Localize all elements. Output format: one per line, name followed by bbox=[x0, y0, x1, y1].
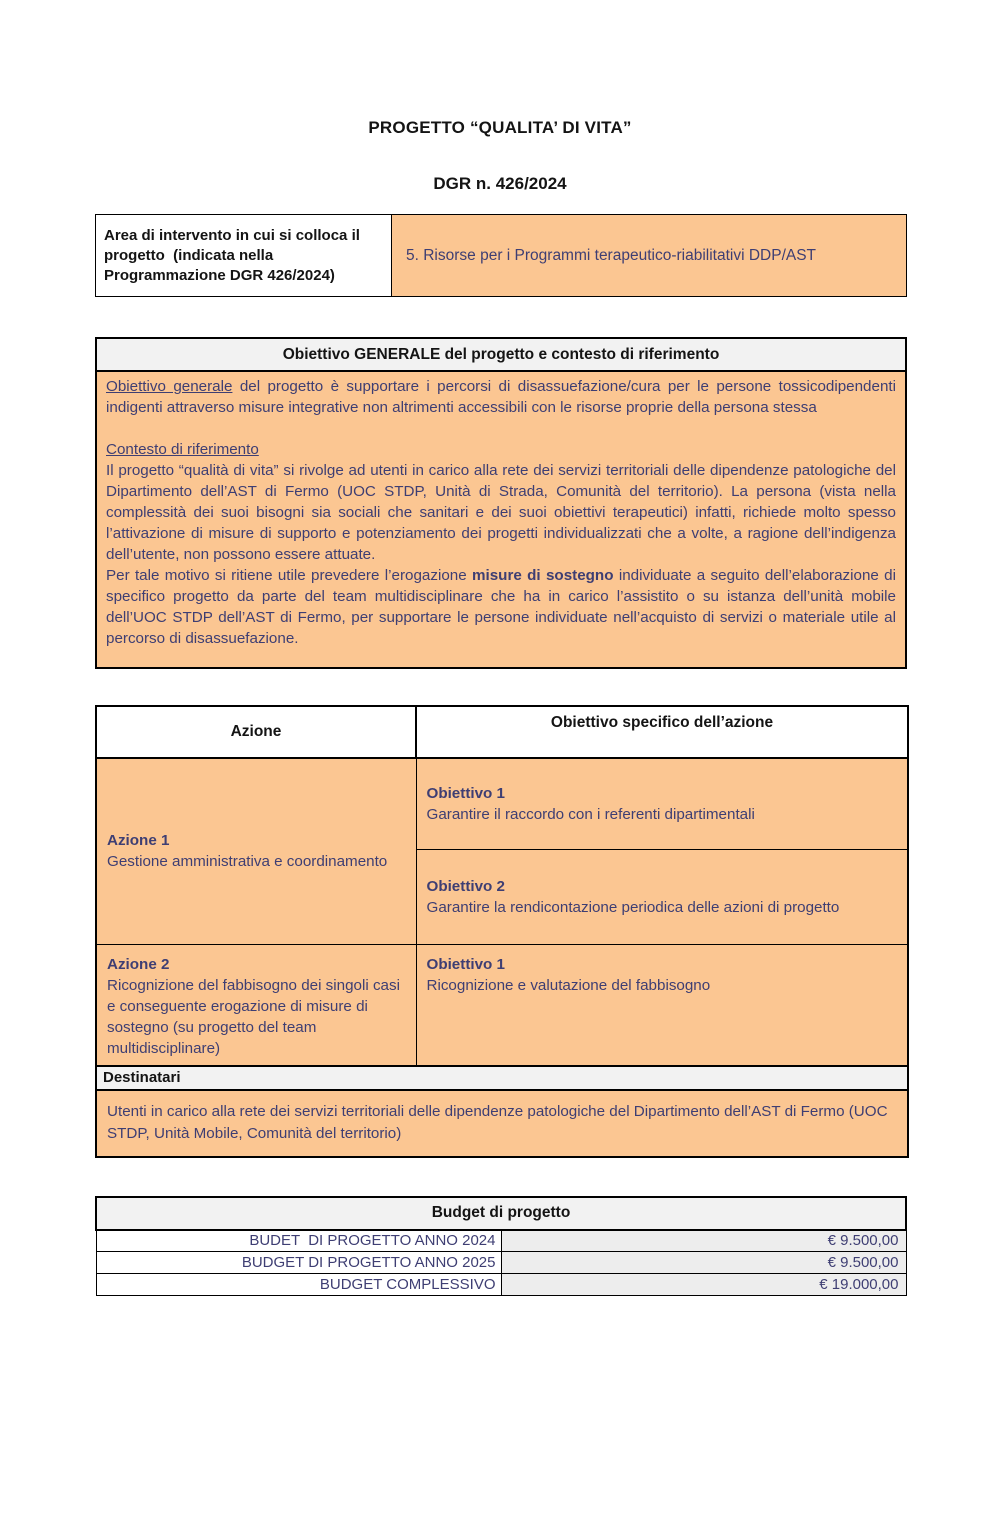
recipients-header-row bbox=[96, 1066, 908, 1090]
action1-objective1-desc: Garantire il raccordo con i referenti dipartimentali bbox=[426, 805, 755, 823]
action1-desc: Gestione amministrativa e coordinamento bbox=[107, 853, 388, 871]
page-title: PROGETTO “QUALITA’ DI VITA” bbox=[368, 118, 632, 137]
actions-header-row bbox=[96, 706, 908, 758]
spacer-line bbox=[106, 418, 896, 439]
context-paragraph-2 bbox=[106, 565, 896, 649]
recipients-text: Utenti in carico alla rete dei servizi territoriali delle dipendenze patologiche del Dipartimento dell’AST di Fermo (UOC STDP, Unità Mobile, Comunità del territorio) bbox=[96, 1090, 908, 1157]
actions-col1-header: Azione bbox=[96, 706, 416, 758]
action1-objective1-cell bbox=[416, 758, 908, 849]
context-p2-bold: misure di sostegno bbox=[472, 567, 614, 584]
budget-row-2024 bbox=[96, 1230, 906, 1252]
general-objective-body-row bbox=[96, 371, 906, 668]
general-objective-header: Obiettivo GENERALE del progetto e contesto di riferimento bbox=[96, 338, 906, 371]
action1-objective2-desc: Garantire la rendicontazione periodica delle azioni di progetto bbox=[426, 898, 840, 916]
budget-2024-value: € 9.500,00 bbox=[501, 1230, 906, 1252]
document-page bbox=[0, 118, 1000, 1532]
context-paragraph-1: Il progetto “qualità di vita” si rivolge ad utenti in carico alla rete dei servizi territoriali delle dipendenze patologiche del Dipartimento dell’AST di Fermo (UOC STDP, Unità di Strada, Comunità del territorio). La persona (vista nella complessità dei suoi bisogni sia sociali che sanitari e dei suoi obiettivi terapeutici) infatti, richiede molto spesso l’attivazione di misure di supporto e potenziamento dei progetti individualizzati che a volte, a ragione dell’indigenza dell’utente, non possono essere attuate. bbox=[106, 462, 896, 563]
actions-table bbox=[95, 705, 909, 1158]
actions-col2-header: Obiettivo specifico dell’azione bbox=[416, 706, 908, 758]
document-content bbox=[95, 214, 907, 1296]
action1-objective1-title: Obiettivo 1 bbox=[426, 784, 505, 802]
general-objective-body bbox=[96, 371, 906, 668]
action1-objective1-row bbox=[96, 758, 908, 849]
recipients-header: Destinatari bbox=[96, 1066, 908, 1090]
page-subtitle: DGR n. 426/2024 bbox=[433, 174, 567, 193]
budget-header: Budget di progetto bbox=[96, 1197, 906, 1230]
action2-objective1-desc: Ricognizione e valutazione del fabbisogno bbox=[426, 976, 711, 994]
budget-2025-label: BUDGET DI PROGETTO ANNO 2025 bbox=[96, 1252, 501, 1274]
budget-total-value: € 19.000,00 bbox=[501, 1274, 906, 1296]
recipients-body-row bbox=[96, 1090, 908, 1157]
action1-objective2-cell bbox=[416, 849, 908, 944]
objective-label: Obiettivo generale bbox=[106, 378, 233, 395]
area-table-row bbox=[96, 215, 907, 297]
objective-paragraph bbox=[106, 376, 896, 418]
budget-header-row bbox=[96, 1197, 906, 1230]
budget-row-2025 bbox=[96, 1252, 906, 1274]
context-heading: Contesto di riferimento bbox=[106, 441, 259, 458]
area-value-cell: 5. Risorse per i Programmi terapeutico-riabilitativi DDP/AST bbox=[392, 215, 907, 297]
action1-objective2-title: Obiettivo 2 bbox=[426, 877, 505, 895]
budget-row-total bbox=[96, 1274, 906, 1296]
action1-title: Azione 1 bbox=[107, 832, 170, 850]
action2-title: Azione 2 bbox=[107, 955, 170, 973]
budget-2024-label: BUDET DI PROGETTO ANNO 2024 bbox=[96, 1230, 501, 1252]
action2-objective1-cell bbox=[416, 944, 908, 1066]
action2-row bbox=[96, 944, 908, 1066]
area-label-cell: Area di intervento in cui si colloca il progetto (indicata nella Programmazione DGR 426/2024) bbox=[96, 215, 392, 297]
general-objective-header-row bbox=[96, 338, 906, 371]
action2-desc: Ricognizione del fabbisogno dei singoli casi e conseguente erogazione di misure di sostegno (su progetto del team multidisciplinare) bbox=[107, 976, 400, 1057]
budget-2025-value: € 9.500,00 bbox=[501, 1252, 906, 1274]
action2-cell bbox=[96, 944, 416, 1066]
context-heading-line bbox=[106, 439, 896, 460]
context-p2-post: individuate a seguito dell’elaborazione di specifico progetto da parte del team multidisciplinare che ha in carico l’assistito o su istanza dell’unità mobile dell’UOC STDP dell’AST di Fermo, per supportare le persone individuate nell’acquisto di servizi o materiale utile al percorso di disassuefazione. bbox=[106, 567, 896, 647]
budget-total-label: BUDGET COMPLESSIVO bbox=[96, 1274, 501, 1296]
context-p2-pre: Per tale motivo si ritiene utile prevedere l’erogazione bbox=[106, 567, 472, 584]
area-table bbox=[95, 214, 907, 297]
action1-cell bbox=[96, 758, 416, 944]
objective-text: del progetto è supportare i percorsi di disassuefazione/cura per le persone tossicodipendenti indigenti attraverso misure integrative non altrimenti accessibili con le risorse proprie della persona stessa bbox=[106, 378, 896, 416]
budget-table bbox=[95, 1196, 907, 1297]
general-objective-table bbox=[95, 337, 907, 669]
action2-objective1-title: Obiettivo 1 bbox=[426, 955, 505, 973]
